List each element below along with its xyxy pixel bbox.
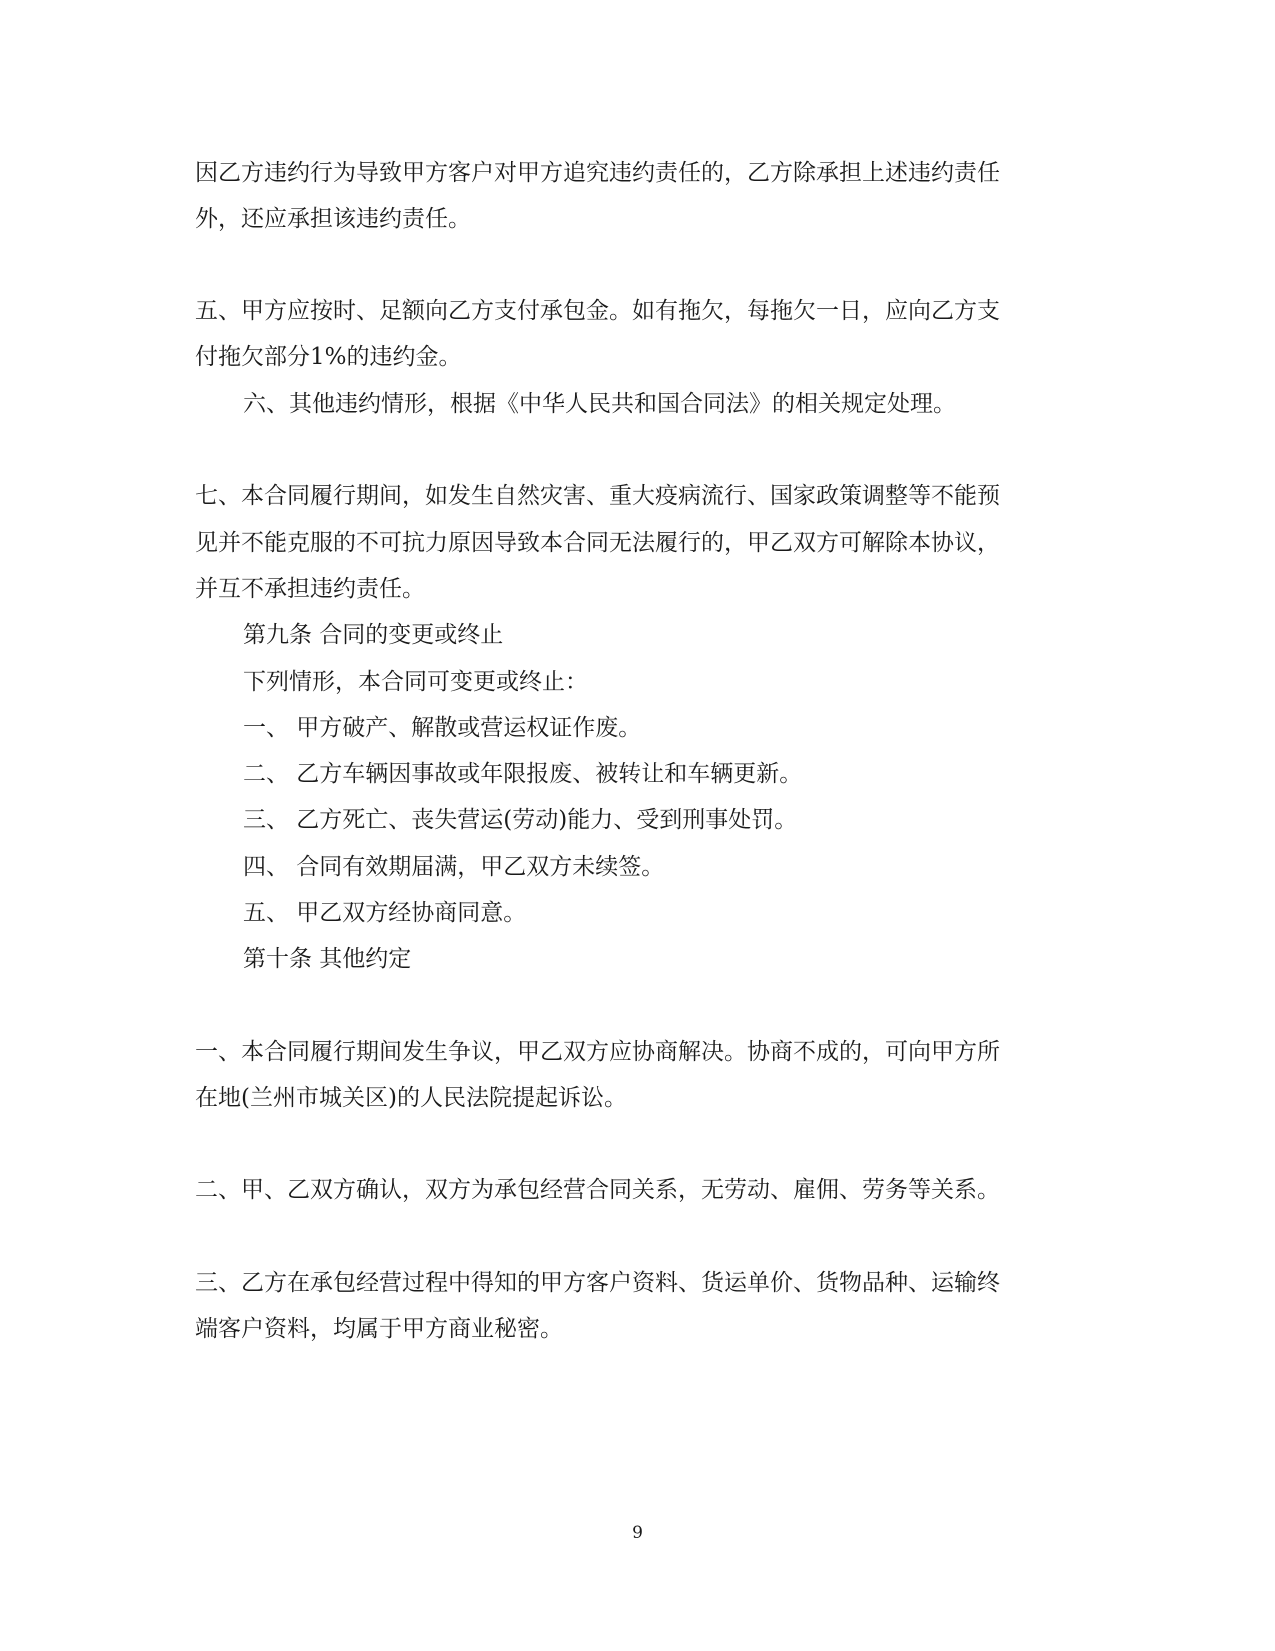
text-line: 二、甲、乙双方确认，双方为承包经营合同关系，无劳动、雇佣、劳务等关系。: [195, 1177, 1000, 1203]
page-number: 9: [632, 1523, 643, 1543]
text-line: 一、本合同履行期间发生争议，甲乙双方应协商解决。协商不成的，可向甲方所: [195, 1039, 1000, 1065]
list-item: 二、 乙方车辆因事故或年限报废、被转让和车辆更新。: [243, 761, 803, 787]
text-line: 因乙方违约行为导致甲方客户对甲方追究违约责任的，乙方除承担上述违约责任: [195, 160, 1000, 186]
text-line: 五、甲方应按时、足额向乙方支付承包金。如有拖欠，每拖欠一日，应向乙方支: [195, 298, 1000, 324]
list-item: 一、 甲方破产、解散或营运权证作废。: [243, 715, 642, 741]
list-item: 四、 合同有效期届满，甲乙双方未续签。: [243, 854, 665, 880]
text-line: 在地(兰州市城关区)的人民法院提起诉讼。: [195, 1085, 627, 1111]
list-item: 五、 甲乙双方经协商同意。: [243, 900, 527, 926]
text-line: 并互不承担违约责任。: [195, 576, 425, 602]
text-line: 端客户资料，均属于甲方商业秘密。: [195, 1316, 563, 1342]
text-line: 三、乙方在承包经营过程中得知的甲方客户资料、货运单价、货物品种、运输终: [195, 1270, 1000, 1296]
section-heading: 第九条 合同的变更或终止: [243, 622, 504, 648]
text-line: 付拖欠部分1%的违约金。: [195, 344, 462, 370]
text-line: 七、本合同履行期间，如发生自然灾害、重大疫病流行、国家政策调整等不能预: [195, 483, 1000, 509]
text-line: 见并不能克服的不可抗力原因导致本合同无法履行的，甲乙双方可解除本协议，: [195, 530, 1000, 556]
text-line: 六、其他违约情形，根据《中华人民共和国合同法》的相关规定处理。: [243, 391, 956, 417]
section-heading: 第十条 其他约定: [243, 946, 412, 972]
text-line: 下列情形，本合同可变更或终止：: [243, 669, 588, 695]
list-item: 三、 乙方死亡、丧失营运(劳动)能力、受到刑事处罚。: [243, 807, 798, 833]
text-line: 外，还应承担该违约责任。: [195, 206, 471, 232]
